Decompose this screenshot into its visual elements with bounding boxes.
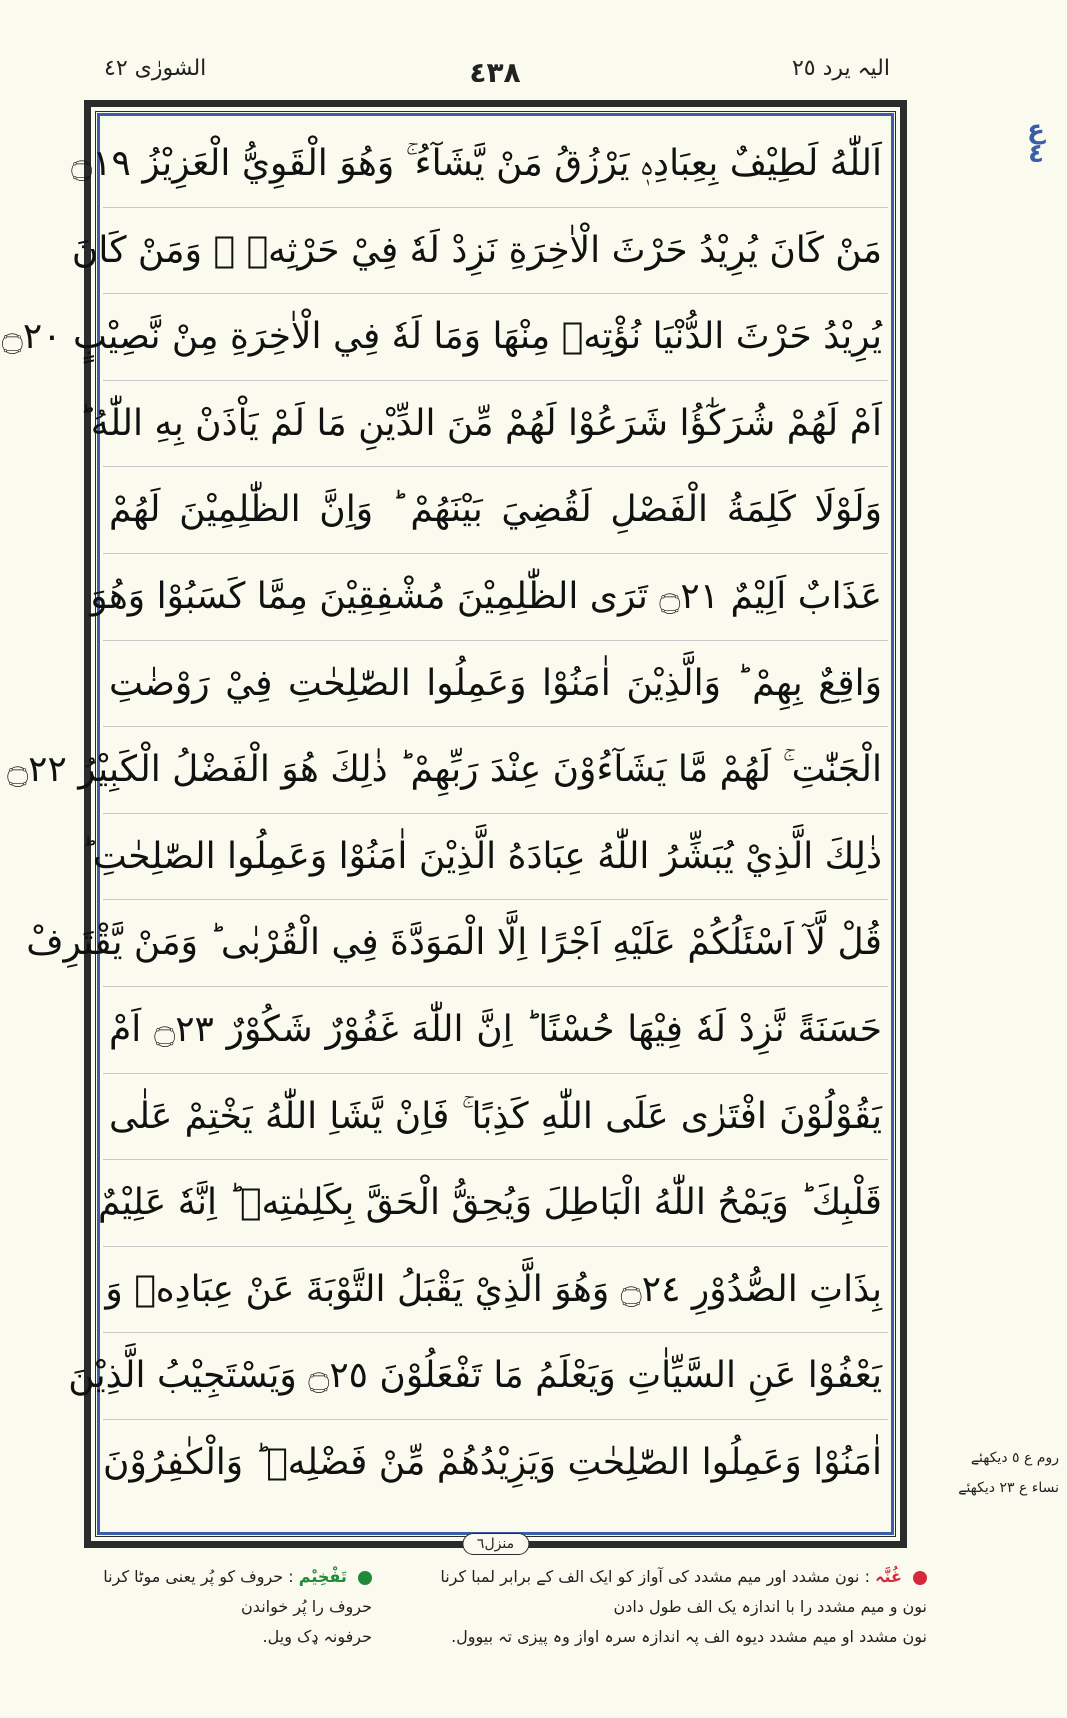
verse-line-15: يَعْفُوْا عَنِ السَّيِّاٰتِ وَيَعْلَمُ مَا تَفْعَلُوْنَ ۝٢٥ وَيَسْتَجِيْبُ الَّذِيْنَ <box>103 1333 888 1420</box>
side-note-rum: روم ع ٥ دیکھئے <box>970 1450 1059 1466</box>
verse-line-1: اَللّٰهُ لَطِيْفٌ بِعِبَادِهٖ يَرْزُقُ مَنْ يَّشَآءُ ۚ وَهُوَ الْقَوِيُّ الْعَزِيْزُ ۝١٩ <box>103 121 888 208</box>
ghunna-text-1: : نون مشدد اور میم مشدد کی آواز کو ایک الف کے برابر لمبا کرنا <box>440 1567 870 1586</box>
verse-line-11: حَسَنَةً نَّزِدْ لَهٗ فِيْهَا حُسْنًا ؕ اِنَّ اللّٰهَ غَفُوْرٌ شَكُوْرٌ ۝٢٣ اَمْ <box>103 987 888 1074</box>
surah-name: الشورٰى ٤٢ <box>104 56 207 81</box>
verse-line-9: ذٰلِكَ الَّذِيْ يُبَشِّرُ اللّٰهُ عِبَادَهُ الَّذِيْنَ اٰمَنُوْا وَعَمِلُوا الصّٰلِحٰتِ ؕ <box>103 814 888 901</box>
side-note-nisa: نساء ع ٢٣ دیکھئے <box>958 1480 1059 1496</box>
tafkheem-note <box>92 1562 372 1652</box>
verse-line-12: يَقُوْلُوْنَ افْتَرٰى عَلَى اللّٰهِ كَذِبًا ۚ فَاِنْ يَّشَاِ اللّٰهُ يَخْتِمْ عَلٰى <box>103 1074 888 1161</box>
verse-line-16: اٰمَنُوْا وَعَمِلُوا الصّٰلِحٰتِ وَيَزِيْدُهُمْ مِّنْ فَضْلِهٖ ؕ وَالْكٰفِرُوْنَ <box>103 1441 882 1483</box>
tafkheem-line-1 <box>92 1562 372 1592</box>
juz-name: الیہ یرد ٢٥ <box>791 56 890 81</box>
ghunna-term: غُنَّہ <box>875 1567 902 1586</box>
page-footer <box>0 1562 1067 1672</box>
ghunna-text-3: نون مشدد او میم مشدد دیوہ الف پہ اندازہ سرہ اواز وہ پیزی تہ بیوول. <box>451 1627 927 1646</box>
verse-line-14: بِذَاتِ الصُّدُوْرِ ۝٢٤ وَهُوَ الَّذِيْ يَقْبَلُ التَّوْبَةَ عَنْ عِبَادِهٖ وَ <box>103 1247 888 1334</box>
verse-line-2: مَنْ كَانَ يُرِيْدُ حَرْثَ الْاٰخِرَةِ نَزِدْ لَهٗ فِيْ حَرْثِهٖ ۚ وَمَنْ كَانَ <box>103 208 888 295</box>
verse-line-6: عَذَابٌ اَلِيْمٌ ۝٢١ تَرَى الظّٰلِمِيْنَ مُشْفِقِيْنَ مِمَّا كَسَبُوْا وَهُوَ <box>103 554 888 641</box>
ruku-marker: ع ٤ <box>1027 115 1045 169</box>
ghunna-line-1 <box>307 1562 927 1592</box>
tafkheem-text-1: : حروف کو پُر یعنی موٹا کرنا <box>103 1567 294 1586</box>
verse-line-3: يُرِيْدُ حَرْثَ الدُّنْيَا نُؤْتِهٖ مِنْهَا وَمَا لَهٗ فِي الْاٰخِرَةِ مِنْ نَّصِيْبٍ ۝٢٠ <box>103 294 888 381</box>
ghunna-text-2: نون و میم مشدد را با اندازہ یک الف طول دادن <box>613 1597 927 1616</box>
page-number: ٤٣٨ <box>469 56 521 89</box>
verse-line-8: الْجَنّٰتِ ۚ لَهُمْ مَّا يَشَآءُوْنَ عِنْدَ رَبِّهِمْ ؕ ذٰلِكَ هُوَ الْفَضْلُ الْكَبِيْرُ ۝٢٢ <box>103 727 888 814</box>
tafkheem-text-3: حرفونہ ډک ویل. <box>262 1627 372 1646</box>
verse-lines <box>1 121 888 1507</box>
tafkheem-text-2: حروف را پُر خواندن <box>241 1597 372 1616</box>
verse-line-4: اَمْ لَهُمْ شُرَكٰٓؤُا شَرَعُوْا لَهُمْ مِّنَ الدِّيْنِ مَا لَمْ يَاْذَنْ بِهِ اللّٰهُ ؕ <box>103 381 888 468</box>
verse-line-5: وَلَوْلَا كَلِمَةُ الْفَصْلِ لَقُضِيَ بَيْنَهُمْ ؕ وَاِنَّ الظّٰلِمِيْنَ لَهُمْ <box>103 467 888 554</box>
verse-line-10: قُلْ لَّآ اَسْئَلُكُمْ عَلَيْهِ اَجْرًا اِلَّا الْمَوَدَّةَ فِي الْقُرْبٰى ؕ وَمَنْ يَّقْتَرِفْ <box>103 900 888 987</box>
tafkheem-term: تَفْخِيْم <box>298 1567 347 1586</box>
green-bullet-icon <box>358 1571 372 1585</box>
ghunna-note <box>307 1562 927 1652</box>
verse-line-7: وَاقِعٌ بِهِمْ ؕ وَالَّذِيْنَ اٰمَنُوْا وَعَمِلُوا الصّٰلِحٰتِ فِيْ رَوْضٰتِ <box>103 641 888 728</box>
page-header <box>90 56 900 96</box>
red-bullet-icon <box>913 1571 927 1585</box>
verse-line-13: قَلْبِكَ ؕ وَيَمْحُ اللّٰهُ الْبَاطِلَ وَيُحِقُّ الْحَقَّ بِكَلِمٰتِهٖ ؕ اِنَّهٗ عَلِيْمٌ <box>103 1160 888 1247</box>
manzil-label: منزل٦ <box>462 1533 529 1555</box>
page-frame <box>1 100 907 1552</box>
